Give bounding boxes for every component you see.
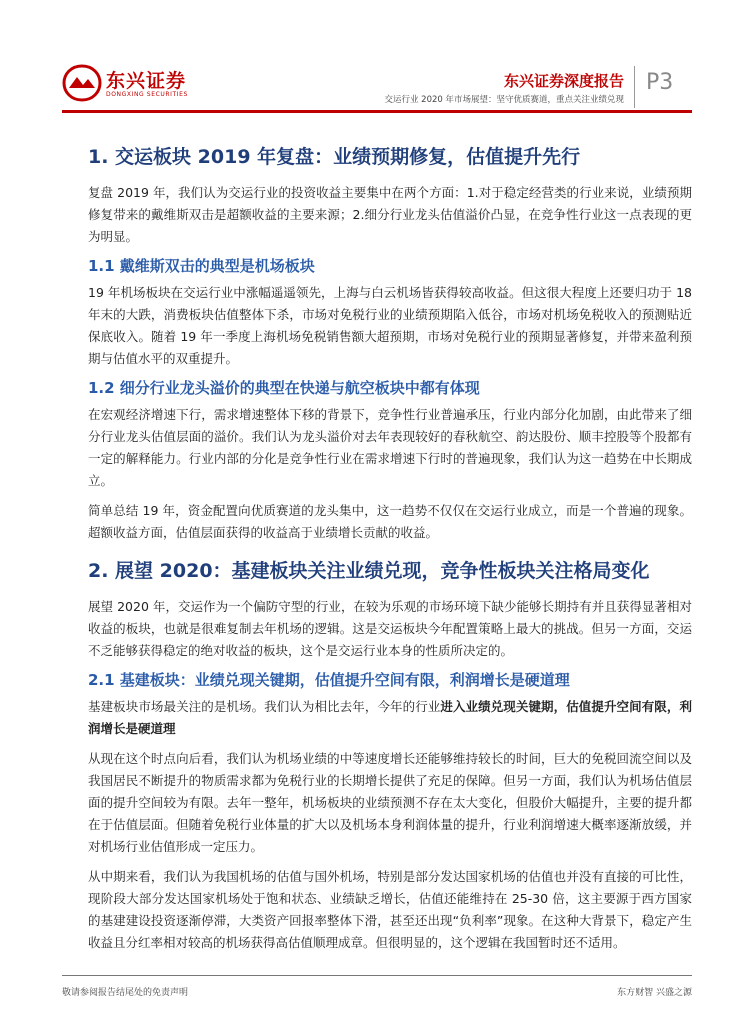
paragraph-plain-text: 基建板块市场最关注的是机场。我们认为相比去年，今年的行业 <box>88 699 441 714</box>
section-1-1-paragraph: 19 年机场板块在交运行业中涨幅遥遥领先，上海与白云机场皆获得较高收益。但这很大程度上还要归功于 18 年末的大跌，消费板块估值整体下杀，市场对免税行业的业绩预期陷入低谷，市场对机场免税收入的预测贴近保底收入。随着 19 年一季度上海机场免税销售额大超预期，市场对免税行业的预期显著修复，并带来盈利预期与估值水平的双重提升。 <box>88 285 692 366</box>
report-subtitle: 交运行业 2020 年市场展望：坚守优质赛道，重点关注业绩兑现 <box>384 95 624 105</box>
report-title: 东兴证券深度报告 <box>503 72 624 90</box>
logo-chinese-name: 东兴证券 <box>106 70 187 92</box>
section-1-2-heading: 1.2 细分行业龙头溢价的典型在快递与航空板块中都有体现 <box>88 379 480 397</box>
header-divider <box>634 66 635 108</box>
section-1-heading: 1. 交运板块 2019 年复盘：业绩预期修复，估值提升先行 <box>88 146 581 168</box>
section-1-1-heading: 1.1 戴维斯双击的典型是机场板块 <box>88 257 315 275</box>
page-footer <box>62 975 692 998</box>
section-2-1-paragraph-3: 从中期来看，我们认为我国机场的估值与国外机场，特别是部分发达国家机场的估值也并没有直接的可比性，现阶段大部分发达国家机场处于饱和状态、业绩缺乏增长，估值还能维持在 25-30 倍，这主要源于西方国家的基建建设投资逐渐停滞，大类资产回报率整体下滑，甚至还出现“负利率”现象。在这种大背景下，稳定产生收益且分红率相对较高的机场获得高估值顺理成章。但很明显的，这个逻辑在我国暂时还不适用。 <box>88 869 692 950</box>
page-number: P3 <box>646 70 674 95</box>
footer-rule <box>62 975 692 976</box>
footer-disclaimer: 敬请参阅报告结尾处的免责声明 <box>62 988 189 998</box>
footer-slogan: 东方财智 兴盛之源 <box>617 988 692 998</box>
logo-english-name: DONGXING SECURITIES <box>106 91 188 98</box>
logo-mark-icon <box>62 64 102 102</box>
main-content <box>88 140 692 962</box>
section-1-2-paragraph-2: 简单总结 19 年，资金配置向优质赛道的龙头集中，这一趋势不仅仅在交运行业成立，而是一个普遍的现象。超额收益方面，估值层面获得的收益高于业绩增长贡献的收益。 <box>88 503 692 540</box>
page-header <box>0 0 754 120</box>
header-rule <box>62 110 692 113</box>
section-2-1-heading: 2.1 基建板块：业绩兑现关键期，估值提升空间有限，利润增长是硬道理 <box>88 671 570 689</box>
section-2-1-paragraph-2: 从现在这个时点向后看，我们认为机场业绩的中等速度增长还能够维持较长的时间，巨大的免税回流空间以及我国居民不断提升的物质需求都为免税行业的长期增长提供了充足的保障。但另一方面，我们认为机场估值层面的提升空间较为有限。去年一整年，机场板块的业绩预测不存在太大变化，但股价大幅提升，主要的提升都在于估值层面。但随着免税行业体量的扩大以及机场本身利润体量的提升，行业利润增速大概率逐渐放缓，并对机场行业估值形成一定压力。 <box>88 751 692 854</box>
section-2-heading: 2. 展望 2020：基建板块关注业绩兑现，竞争性板块关注格局变化 <box>88 560 650 582</box>
section-2-intro: 展望 2020 年，交运作为一个偏防守型的行业，在较为乐观的市场环境下缺少能够长期持有并且获得显著相对收益的板块，也就是很难复制去年机场的逻辑。这是交运板块今年配置策略上最大的挑战。但另一方面，交运不乏能够获得稳定的绝对收益的板块，这个是交运行业本身的性质所决定的。 <box>88 599 692 658</box>
section-2-1-paragraph-1 <box>88 696 692 740</box>
paragraph-bold-text: 进入业绩兑现关键期，估值提升空间有限，利润增长是硬道理 <box>88 699 692 736</box>
section-1-intro: 复盘 2019 年，我们认为交运行业的投资收益主要集中在两个方面：1.对于稳定经营类的行业来说，业绩预期修复带来的戴维斯双击是超额收益的主要来源；2.细分行业龙头估值溢价凸显，在竞争性行业这一点表现的更为明显。 <box>88 185 692 244</box>
company-logo <box>62 64 202 104</box>
section-1-2-paragraph-1: 在宏观经济增速下行，需求增速整体下移的背景下，竞争性行业普遍承压，行业内部分化加剧，由此带来了细分行业龙头估值层面的溢价。我们认为龙头溢价对去年表现较好的春秋航空、韵达股份、顺丰控股等个股都有一定的解释能力。行业内部的分化是竞争性行业在需求增速下行时的普遍现象，我们认为这一趋势在中长期成立。 <box>88 407 692 488</box>
